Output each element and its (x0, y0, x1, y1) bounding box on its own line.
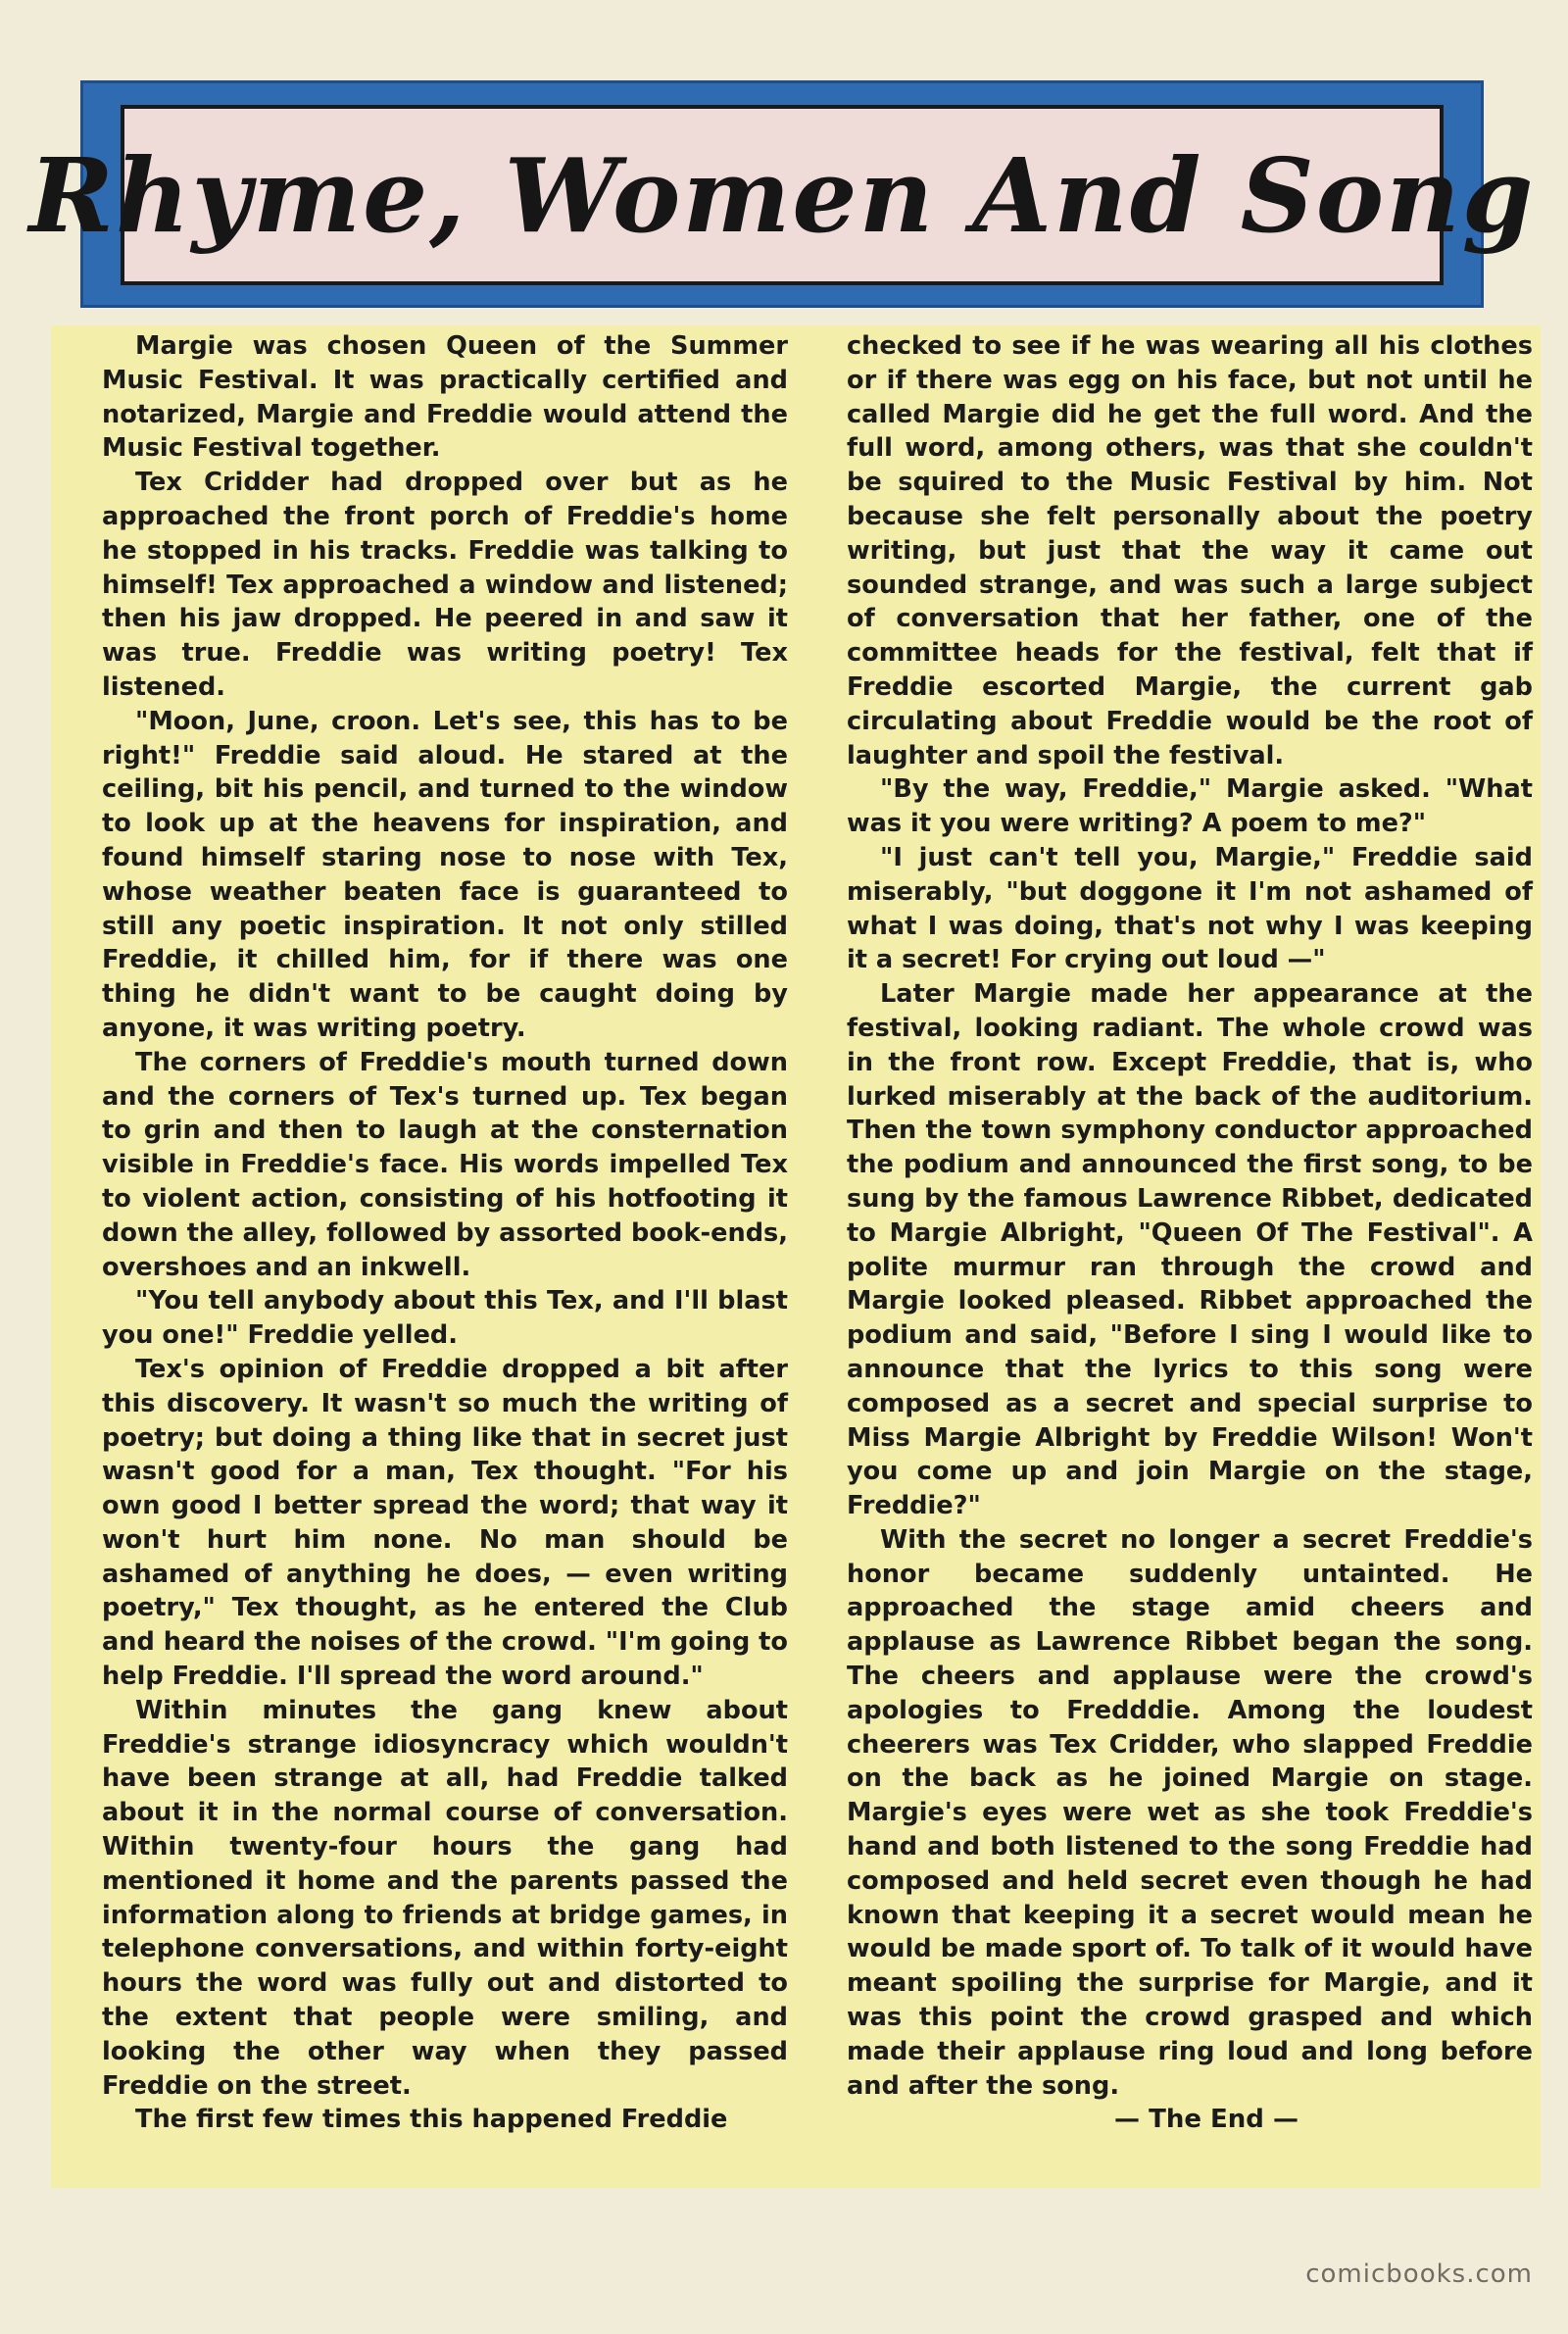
watermark: comicbooks.com (1305, 2260, 1533, 2289)
paragraph: "Moon, June, croon. Let's see, this has to be right!" Freddie said aloud. He stared at the ceiling, bit his pencil, and turned to the window to look up at the heavens for inspiration, and found himself staring nose to nose with Tex, whose weather beaten face is guaranteed to still any poetic inspiration. It not only stilled Freddie, it chilled him, for if there was one thing he didn't want to be caught doing by anyone, it was writing poetry. (102, 706, 788, 1043)
paragraph: "You tell anybody about this Tex, and I'll blast you one!" Freddie yelled. (102, 1286, 788, 1351)
paragraph: The corners of Freddie's mouth turned down and the corners of Tex's turned up. Tex began to grin and then to laugh at the consternation visible in Freddie's face. His words impelled Tex to violent action, consisting of his hotfooting it down the alley, followed by assorted book-ends, overshoes and an inkwell. (102, 1047, 788, 1282)
paragraph: Tex's opinion of Freddie dropped a bit after this discovery. It wasn't so much the writing of poetry; but doing a thing like that in secret just wasn't good for a man, Tex thought. "For his own good I better spread the word; that way it won't hurt him none. No man should be ashamed of anything he does, — even writing poetry," Tex thought, as he entered the Club and heard the noises of the crowd. "I'm going to help Freddie. I'll spread the word around." (102, 1354, 789, 1692)
paragraph: Tex Cridder had dropped over but as he approached the front porch of Freddie's home he stopped in his tracks. Freddie was talking to himself! Tex approached a window and listened; then his jaw dropped. He peered in and saw it was true. Freddie was writing poetry! Tex listened. (102, 468, 788, 702)
paragraph: Later Margie made her appearance at the festival, looking radiant. The whole crowd was in the front row. Except Freddie, that is, who lurked miserably at the back of the auditorium. Then the town symphony conductor approached the podium and announced the first song, to be sung by the famous Lawrence Ribbet, dedicated to Margie Albright, "Queen Of The Festival". A polite murmur ran through the crowd and Margie looked pleased. Ribbet approached the podium and said, "Before I sing I would like to announce that the lyrics to this song were composed as a secret and special surprise to Miss Margie Albright by Freddie Wilson! Won't you come up and join Margie on the stage, Freddie?" (847, 979, 1533, 1521)
paragraph: "I just can't tell you, Margie," Freddie said miserably, "but doggone it I'm not ashamed of what I was doing, that's not why I was keeping it a secret! For crying out loud —" (847, 842, 1533, 975)
paragraph: Margie was chosen Queen of the Summer Music Festival. It was practically certified and notarized, Margie and Freddie would attend the Music Festival together. (102, 331, 788, 464)
paragraph: With the secret no longer a secret Freddie's honor became suddenly untainted. He approached the stage amid cheers and applause as Lawrence Ribbet began the song. The cheers and applause were the crowd's apologies to Fredddie. Among the loudest cheerers was Tex Cridder, who slapped Freddie on the back as he joined Margie on stage. Margie's eyes were wet as she took Freddie's hand and both listened to the song Freddie had composed and held secret even though he had known that keeping it a secret would mean he would be made sport of. To talk of it would have meant spoiling the surprise for Margie, and it was this point the crowd grasped and which made their applause ring loud and long before and after the song. (847, 1524, 1533, 2101)
paragraph-continuation: checked to see if he was wearing all his clothes or if there was egg on his face, but not until he called Margie did he get the full word. And the full word, among others, was that she couldn't be squired to the Music Festival by him. Not because she felt personally about the poetry writing, but just that the way it came out sounded strange, and was such a large subject of conversation that her father, one of the committee heads for the festival, felt that if Freddie escorted Margie, the current gab circulating about Freddie would be the root of laughter and spoil the festival. (847, 331, 1533, 770)
paragraph: Within minutes the gang knew about Freddie's strange idiosyncracy which wouldn't have been strange at all, had Freddie talked about it in the normal course of conversation. Within twenty-four hours the gang had mentioned it home and the parents passed the information along to friends at bridge games, in telephone conversations, and within forty-eight hours the word was fully out and distorted to the extent that people were smiling, and looking the other way when they passed Freddie on the street. (102, 1695, 788, 2101)
the-end-label: — The End — (1114, 2105, 1298, 2135)
left-column (102, 329, 788, 2137)
story-title: Rhyme, Women And Song (28, 134, 1536, 256)
paragraph: "By the way, Freddie," Margie asked. "What was it you were writing? A poem to me?" (847, 774, 1533, 839)
title-box (28, 105, 1536, 285)
title-frame (28, 80, 1536, 308)
paragraph: The first few times this happened Freddie (135, 2105, 728, 2135)
right-column (847, 329, 1533, 2137)
